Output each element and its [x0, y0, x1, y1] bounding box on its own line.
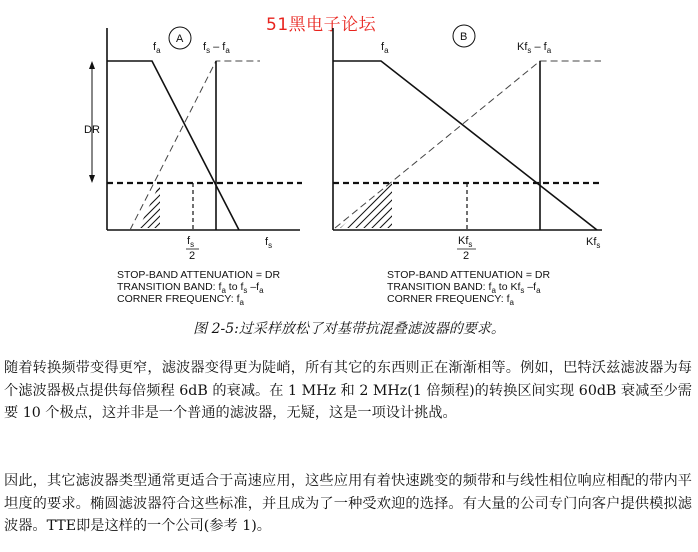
panel-a-fa-label: $f_a$ — [153, 41, 161, 55]
panel-b-badge-text: B — [460, 31, 468, 43]
panel-a-x-half-fs-bottom: 2 — [189, 250, 196, 262]
panel-a — [84, 27, 302, 307]
panel-b-x-kfs: $Kf_s$ — [586, 236, 601, 250]
paragraph-1: 随着转换频带变得更窄，滤波器变得更为陡峭，所有其它的东西则正在渐渐相等。例如，巴特沃兹滤波器为每个滤波器极点提供每倍频程 6dB 的衰减。在 1 MHz 和 2 MHz(1 倍频程)的转换区间实现 60dB 衰减至少需要 10 个极点，这并非是一个普通的滤波器，无疑，这是一项设计挑战。 — [4, 360, 692, 421]
panel-a-fs-fa-label: $f_s - f_a$ — [203, 41, 230, 55]
watermark: 51黑电子论坛 — [266, 15, 377, 35]
panel-a-dr-label: DR — [84, 124, 100, 136]
figure-caption: 图 2-5:过采样放松了对基带抗混叠滤波器的要求。 — [193, 321, 505, 337]
panel-b — [328, 25, 602, 307]
panel-b-note-transition: TRANSITION BAND: $f_a$ to $Kf_s$ $-f_a$ — [387, 281, 541, 295]
panel-b-fa-label: $f_a$ — [381, 41, 389, 55]
panel-a-badge-text: A — [176, 33, 184, 45]
panel-b-x-half-kfs-top: $Kf_s$ — [458, 235, 473, 249]
paragraph-2: 因此，其它滤波器类型通常更适合于高速应用，这些应用有着快速跳变的频带和与线性相位响应相配的带内平坦度的要求。椭圆滤波器符合这些标准，并且成为了一种受欢迎的选择。有大量的公司专门向客户提供模拟滤波器。TTE即是这样的一个公司(参考 1)。 — [4, 473, 692, 534]
panel-a-note-stopband: STOP-BAND ATTENUATION = DR — [117, 269, 281, 281]
panel-a-dr-arrow-up — [89, 61, 95, 69]
panel-b-filter-response — [333, 61, 597, 230]
panel-a-dr-arrow-down — [89, 175, 95, 183]
panel-b-note-stopband: STOP-BAND ATTENUATION = DR — [387, 269, 551, 281]
panel-b-x-half-kfs-bottom: 2 — [463, 250, 470, 262]
panel-b-kfs-fa-label: $Kf_s - f_a$ — [517, 41, 552, 55]
panel-a-x-half-fs-top: $f_s$ — [187, 235, 195, 249]
panel-a-note-transition: TRANSITION BAND: $f_a$ to $f_s$ $-f_a$ — [117, 281, 264, 295]
panel-b-alias-response-dashed — [335, 61, 601, 228]
panel-a-x-fs: $f_s$ — [265, 236, 273, 250]
panel-a-note-corner: CORNER FREQUENCY: $f_a$ — [117, 293, 244, 307]
panel-b-note-corner: CORNER FREQUENCY: $f_a$ — [387, 293, 514, 307]
panel-b-alias-hatch — [328, 180, 444, 240]
